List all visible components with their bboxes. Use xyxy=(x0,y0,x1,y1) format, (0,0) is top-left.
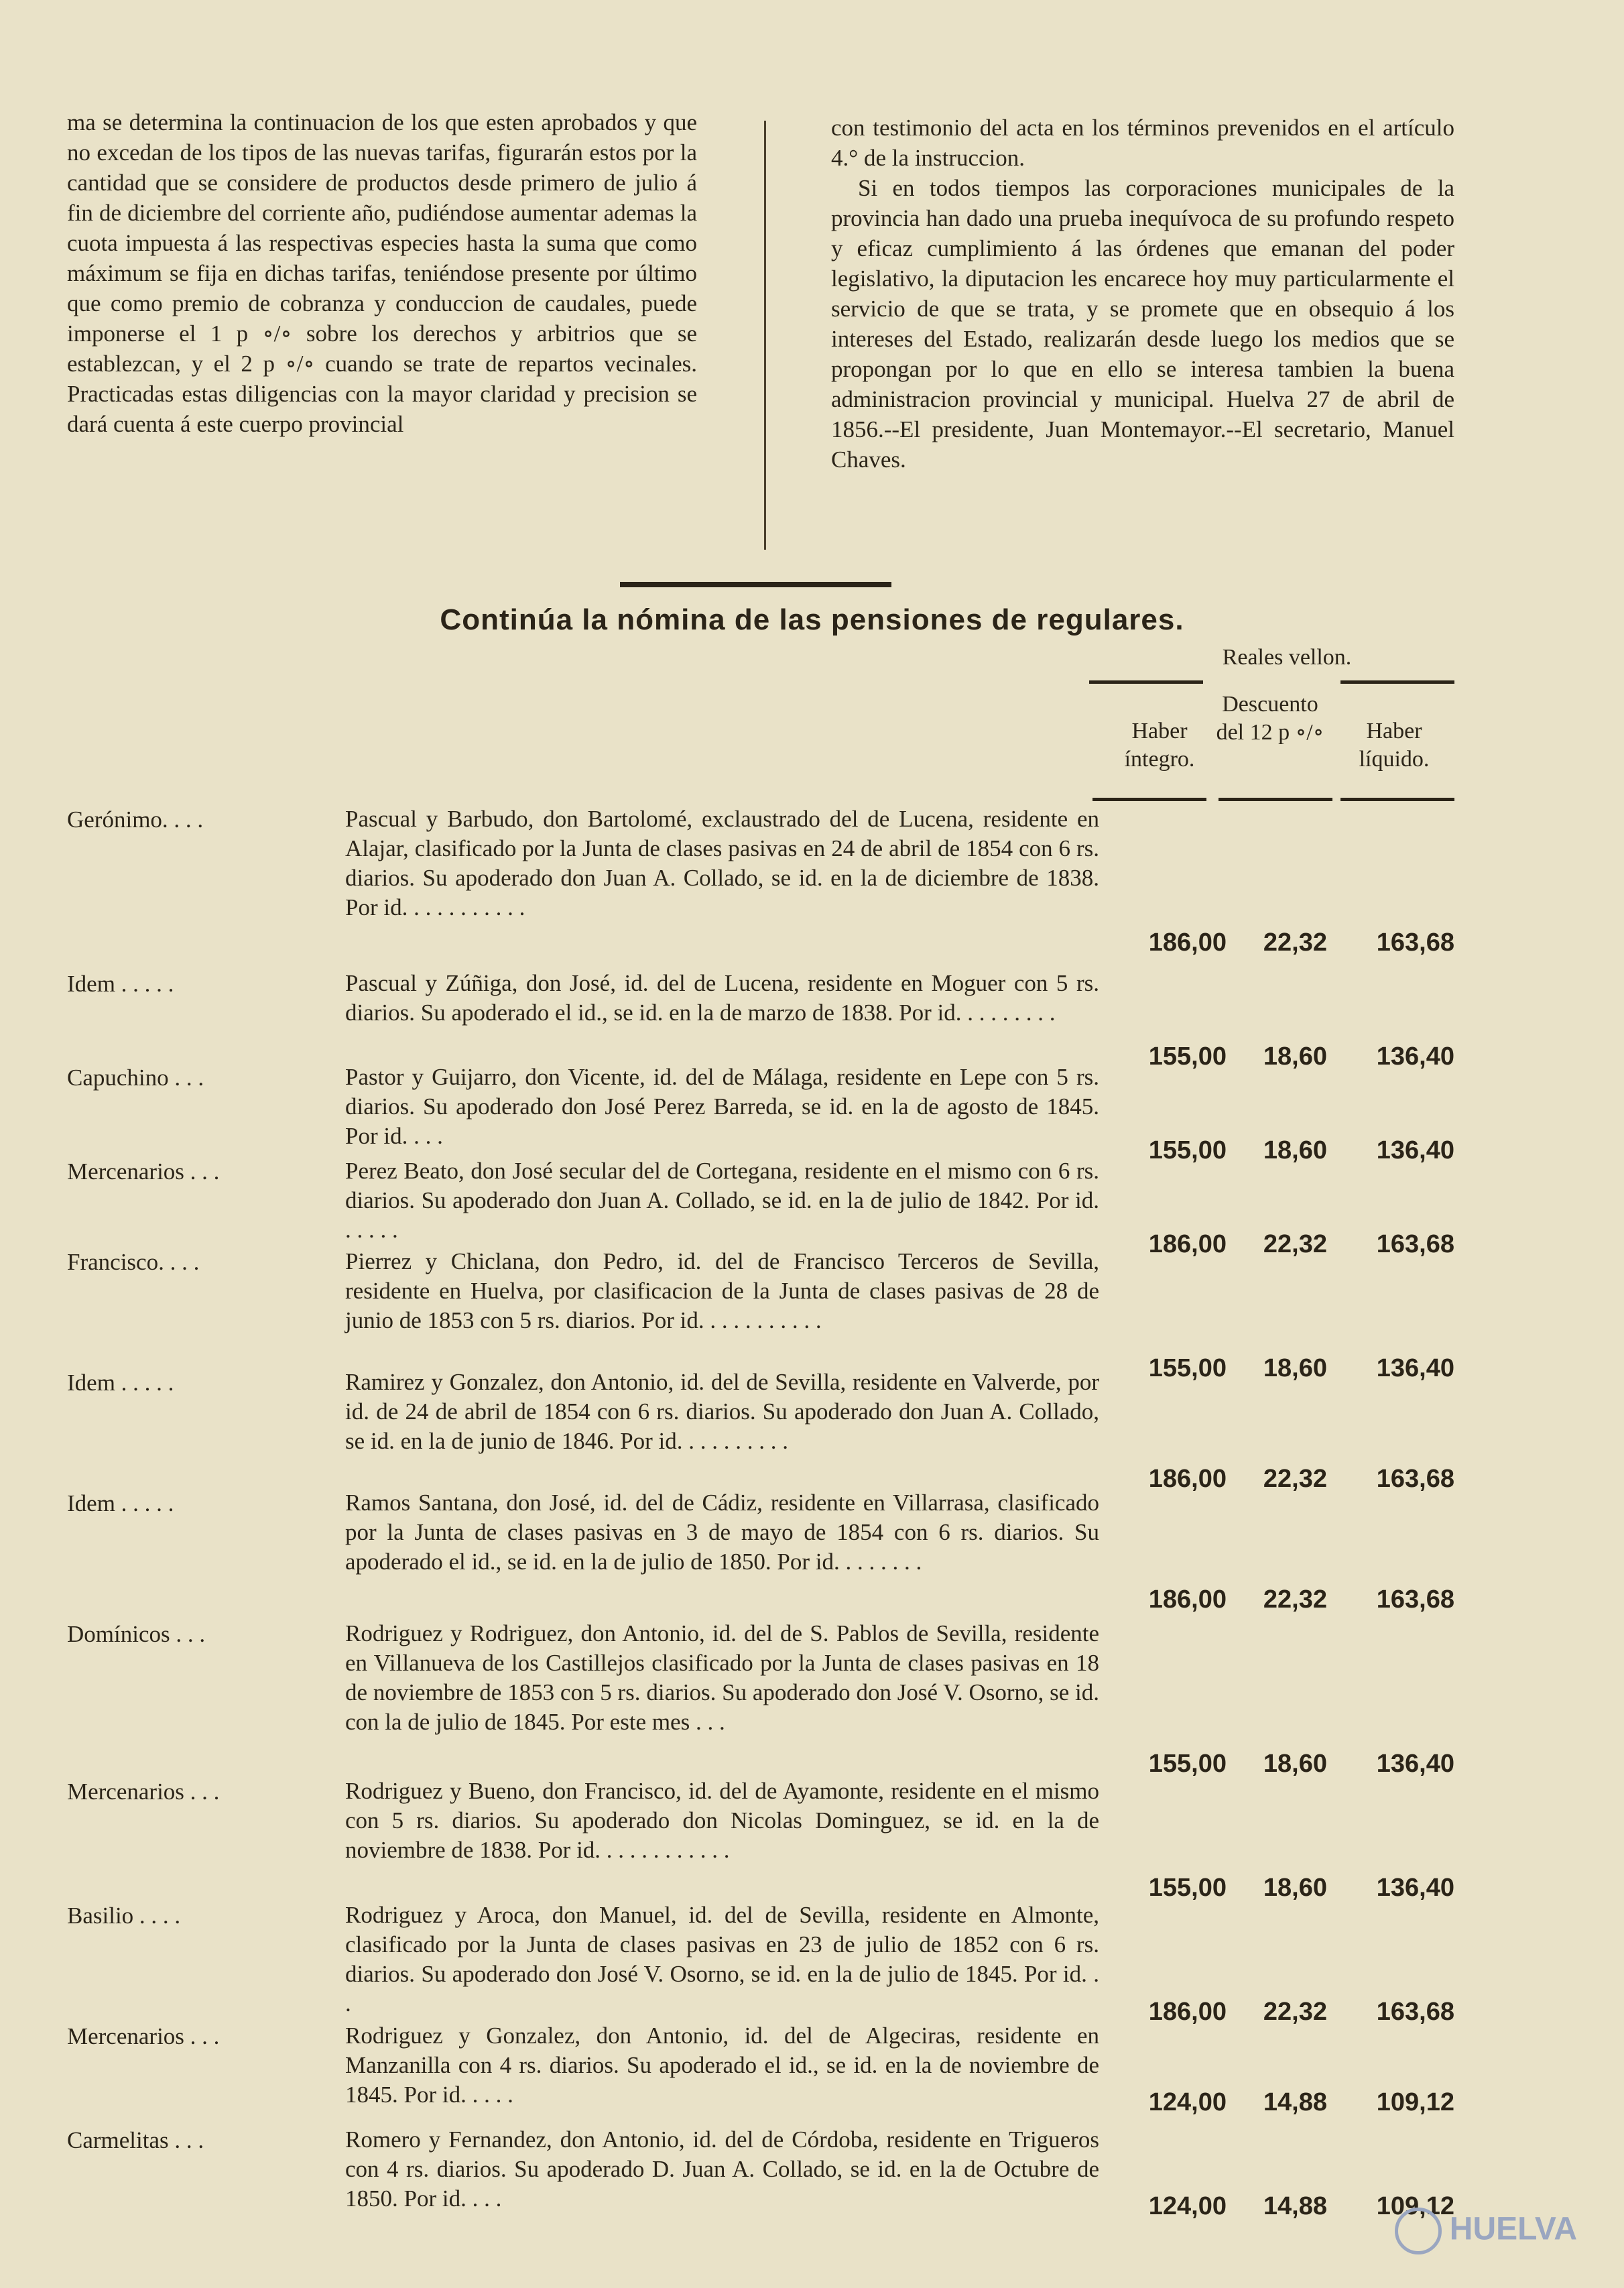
row-haber-integro: 155,00 xyxy=(1148,1750,1227,1778)
right-text-column xyxy=(831,113,1454,475)
row-description: Rodriguez y Aroca, don Manuel, id. del de Sevilla, residente en Almonte, clasificado por la Junta de clases pasivas en 23 de julio de 1852 con 6 rs. diarios. Su apoderado don José V. Osorno, se id. en la de julio de 1845. Por id. . . xyxy=(345,1902,1099,2016)
header-rule xyxy=(1340,680,1454,684)
row-descuento: 18,60 xyxy=(1263,1750,1327,1778)
archive-stamp xyxy=(1389,2208,1577,2261)
row-description: Rodriguez y Gonzalez, don Antonio, id. del de Algeciras, residente en Manzanilla con 4 rs. diarios. Su apoderado el id., se id. en la de noviembre de 1845. Por id. . . . . xyxy=(345,2023,1099,2108)
row-haber-integro: 155,00 xyxy=(1148,1874,1227,1902)
row-haber-integro: 186,00 xyxy=(1148,928,1227,957)
row-descuento: 14,88 xyxy=(1263,2088,1327,2116)
section-separator xyxy=(620,582,891,587)
row-order: Mercenarios . . . xyxy=(67,2023,220,2049)
row-haber-liquido: 136,40 xyxy=(1376,1042,1454,1071)
header-haber-liquido: Haber líquido. xyxy=(1359,719,1430,772)
row-order: Idem . . . . . xyxy=(67,1490,174,1516)
right-paragraph-2: Si en todos tiempos las corporaciones municipales de la provincia han dado una prueba inequívoca de su profundo respeto y eficaz cumplimiento á las órdenes que emanan del poder legislativo, la diputacion les encarece hoy muy particularmente el servicio de que se trata, y se promete que en obsequio á los intereses del Estado, realizarán desde luego los medios que se propongan por lo que en ello se interesa tambien la buena administracion provincial y municipal. Huelva 27 de abril de 1856.--El presidente, Juan Montemayor.--El secretario, Manuel Chaves. xyxy=(831,175,1454,473)
row-description: Perez Beato, don José secular del de Cortegana, residente en el mismo con 6 rs. diarios. Su apoderado don Juan A. Collado, se id. en la de julio de 1842. Por id. . . . . . xyxy=(345,1158,1099,1243)
row-description: Rodriguez y Rodriguez, don Antonio, id. del de S. Pablos de Sevilla, residente en Villanueva de los Castillejos clasificado por la Junta de clases pasivas en 18 de noviembre de 1853 con 5 rs. diarios. Su apoderado don José V. Osorno, se id. con la de julio de 1845. Por este mes . . . xyxy=(345,1620,1099,1735)
header-rule xyxy=(1089,680,1203,684)
column-divider xyxy=(764,121,766,550)
left-paragraph: ma se determina la continuacion de los que esten aprobados y que no excedan de los tipos de las nuevas tarifas, figurarán estos por la cantidad que se considere de productos desde primero de julio á fin de diciembre del corriente año, pudiéndose aumentar ademas la cuota impuesta á las respectivas especies hasta la suma que como máximum se fija en dichas tarifas, teniéndose presente por último que como premio de cobranza y conduccion de caudales, puede imponerse el 1 p ∘/∘ sobre los derechos y arbitrios que se establezcan, y el 2 p ∘/∘ cuando se trate de repartos vecinales. Practicadas estas diligencias con la mayor claridad y precision se dará cuenta á este cuerpo provincial xyxy=(67,109,697,437)
row-descuento: 22,32 xyxy=(1263,1585,1327,1614)
header-haber-integro: Haber íntegro. xyxy=(1124,719,1195,772)
row-haber-integro: 186,00 xyxy=(1148,1585,1227,1614)
row-haber-integro: 124,00 xyxy=(1148,2192,1227,2220)
archive-logo-icon xyxy=(1395,2208,1442,2254)
row-haber-liquido: 163,68 xyxy=(1376,1585,1454,1614)
row-description: Pastor y Guijarro, don Vicente, id. del de Málaga, residente en Lepe con 5 rs. diarios. Su apoderado don José Perez Barreda, se id. en la de agosto de 1845. Por id. . . . xyxy=(345,1064,1099,1149)
header-descuento: Descuento del 12 p ∘/∘ xyxy=(1216,692,1324,745)
row-descuento: 14,88 xyxy=(1263,2192,1327,2220)
row-haber-integro: 155,00 xyxy=(1148,1136,1227,1164)
row-description: Pierrez y Chiclana, don Pedro, id. del de Francisco Terceros de Sevilla, residente en Huelva, por clasificacion de la Junta de clases pasivas de 28 de junio de 1853 con 5 rs. diarios. Por id. . . . . . . . . . . xyxy=(345,1248,1099,1333)
row-order: Basilio . . . . xyxy=(67,1903,181,1929)
row-haber-liquido: 109,12 xyxy=(1376,2192,1454,2220)
table-title: Continúa la nómina de las pensiones de regulares. xyxy=(440,603,1184,636)
row-description: Pascual y Zúñiga, don José, id. del de Lucena, residente en Moguer con 5 rs. diarios. Su apoderado el id., se id. en la de marzo de 1838. Por id. . . . . . . . . xyxy=(345,970,1099,1026)
row-haber-liquido: 109,12 xyxy=(1376,2088,1454,2116)
row-haber-integro: 155,00 xyxy=(1148,1042,1227,1071)
row-descuento: 18,60 xyxy=(1263,1136,1327,1164)
left-text-column xyxy=(67,107,697,439)
row-haber-integro: 186,00 xyxy=(1148,1465,1227,1493)
header-rule xyxy=(1219,798,1332,801)
row-haber-liquido: 163,68 xyxy=(1376,1998,1454,2026)
row-descuento: 22,32 xyxy=(1263,1465,1327,1493)
row-order: Mercenarios . . . xyxy=(67,1779,220,1805)
header-reales-vellon: Reales vellon. xyxy=(1222,645,1352,670)
row-order: Idem . . . . . xyxy=(67,1370,174,1396)
row-order: Carmelitas . . . xyxy=(67,2127,204,2153)
row-descuento: 18,60 xyxy=(1263,1042,1327,1071)
row-haber-liquido: 136,40 xyxy=(1376,1874,1454,1902)
row-descuento: 18,60 xyxy=(1263,1354,1327,1382)
row-descuento: 22,32 xyxy=(1263,928,1327,957)
row-description: Romero y Fernandez, don Antonio, id. del de Córdoba, residente en Trigueros con 4 rs. diarios. Su apoderado D. Juan A. Collado, se id. en la de Octubre de 1850. Por id. . . . xyxy=(345,2126,1099,2212)
row-haber-liquido: 163,68 xyxy=(1376,1465,1454,1493)
row-haber-liquido: 136,40 xyxy=(1376,1136,1454,1164)
row-haber-liquido: 163,68 xyxy=(1376,1230,1454,1258)
row-haber-integro: 155,00 xyxy=(1148,1354,1227,1382)
row-order: Mercenarios . . . xyxy=(67,1158,220,1185)
row-haber-integro: 186,00 xyxy=(1148,1998,1227,2026)
header-rule xyxy=(1340,798,1454,801)
row-descuento: 22,32 xyxy=(1263,1230,1327,1258)
row-descuento: 22,32 xyxy=(1263,1998,1327,2026)
row-haber-integro: 124,00 xyxy=(1148,2088,1227,2116)
row-haber-liquido: 163,68 xyxy=(1376,928,1454,957)
header-rule xyxy=(1092,798,1206,801)
row-description: Rodriguez y Bueno, don Francisco, id. del de Ayamonte, residente en el mismo con 5 rs. diarios. Su apoderado don Nicolas Dominguez, se id. en la de noviembre de 1838. Por id. . . . . . . . . . . . xyxy=(345,1778,1099,1863)
row-description: Pascual y Barbudo, don Bartolomé, exclaustrado del de Lucena, residente en Alajar, clasificado por la Junta de clases pasivas en 24 de abril de 1854 con 6 rs. diarios. Su apoderado don Juan A. Collado, se id. en la de diciembre de 1838. Por id. . . . . . . . . . . xyxy=(345,806,1099,920)
row-descuento: 18,60 xyxy=(1263,1874,1327,1902)
row-order: Francisco. . . . xyxy=(67,1249,200,1275)
row-haber-liquido: 136,40 xyxy=(1376,1354,1454,1382)
right-paragraph-1: con testimonio del acta en los términos prevenidos en el artículo 4.° de la instruccion. xyxy=(831,115,1454,171)
stamp-text: HUELVA xyxy=(1449,2211,1577,2247)
row-description: Ramos Santana, don José, id. del de Cádiz, residente en Villarrasa, clasificado por la Junta de clases pasivas en 3 de mayo de 1854 con 6 rs. diarios. Su apoderado el id., se id. en la de julio de 1850. Por id. . . . . . . . xyxy=(345,1490,1099,1575)
row-order: Gerónimo. . . . xyxy=(67,806,204,833)
row-order: Capuchino . . . xyxy=(67,1065,204,1091)
row-order: Idem . . . . . xyxy=(67,971,174,997)
row-description: Ramirez y Gonzalez, don Antonio, id. del de Sevilla, residente en Valverde, por id. de 24 de abril de 1854 con 6 rs. diarios. Su apoderado don Juan A. Collado, se id. en la de junio de 1846. Por id. . . . . . . . . . xyxy=(345,1369,1099,1454)
row-order: Domínicos . . . xyxy=(67,1621,206,1647)
row-haber-integro: 186,00 xyxy=(1148,1230,1227,1258)
row-haber-liquido: 136,40 xyxy=(1376,1750,1454,1778)
